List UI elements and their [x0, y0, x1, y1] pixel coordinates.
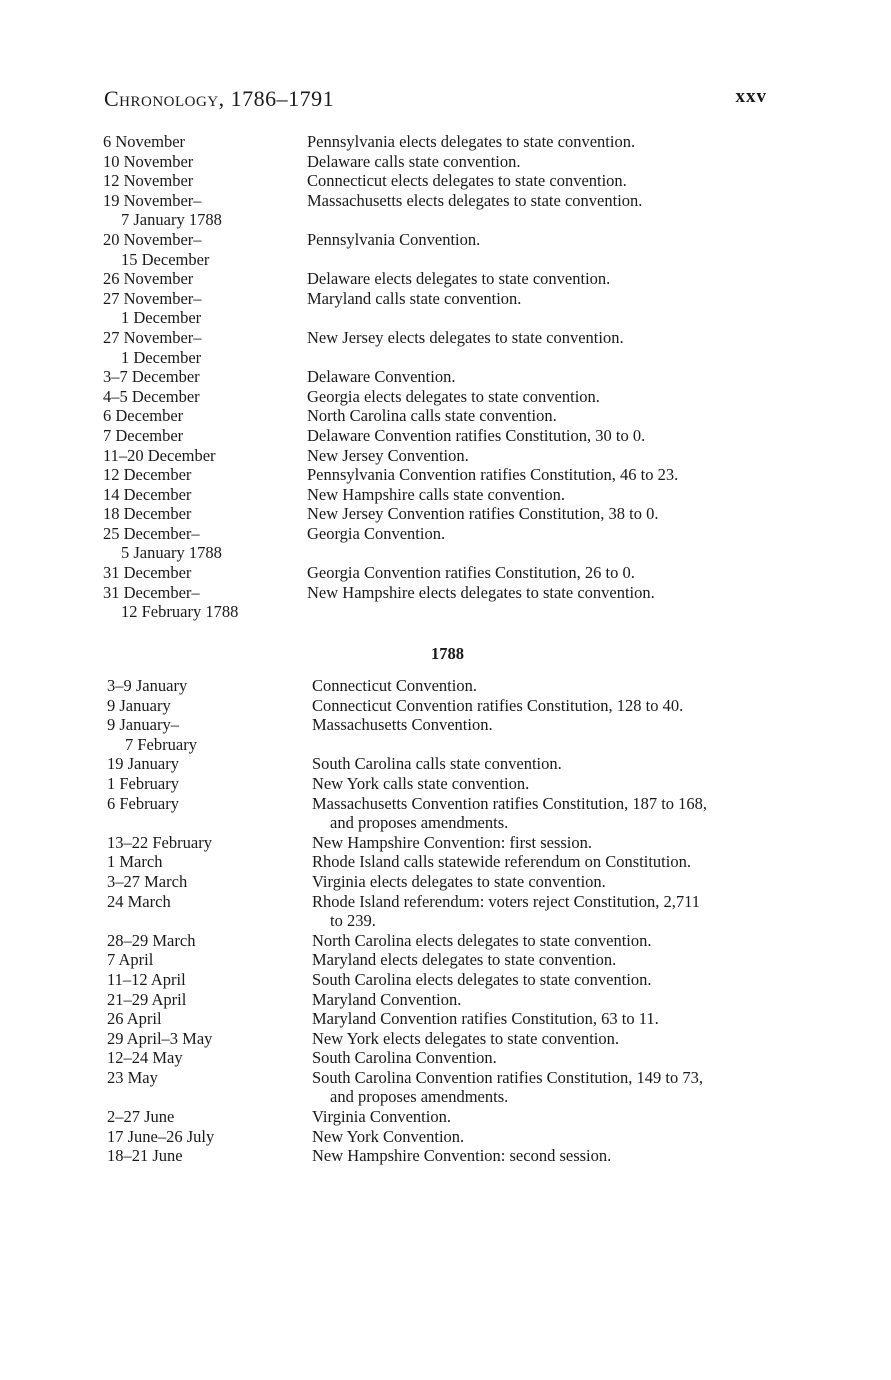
entry-date: [107, 931, 195, 951]
entry-date: [107, 794, 179, 814]
entry-event-line: and proposes amendments.: [330, 813, 509, 833]
entry-date-line: 1 March: [107, 852, 163, 872]
entry-event-line: Virginia elects delegates to state convention.: [312, 871, 606, 891]
chronology-entry: [0, 563, 891, 583]
chronology-entry: [0, 1068, 891, 1107]
entry-date: [107, 970, 186, 990]
chronology-entry: [0, 1146, 891, 1166]
entry-event-line: Delaware Convention.: [307, 367, 456, 387]
chronology-entry: [0, 676, 891, 696]
entry-date-line: 11–20 December: [103, 445, 216, 465]
year-heading-1788: 1788: [431, 644, 464, 663]
entry-event-line: Pennsylvania Convention.: [307, 229, 481, 249]
entry-event: [312, 892, 700, 931]
entry-date-line: 27 November–: [103, 288, 202, 308]
entry-event: [307, 269, 610, 289]
entry-event: [312, 754, 562, 774]
entry-event-line: South Carolina Convention ratifies Constitution, 149 to 73,: [312, 1067, 703, 1087]
entry-event-line: Georgia elects delegates to state convention.: [307, 386, 600, 406]
chronology-entry: [0, 465, 891, 485]
entry-date-line: 6 February: [107, 793, 179, 813]
chronology-entry: [0, 1009, 891, 1029]
entry-date-line: 2–27 June: [107, 1107, 175, 1127]
entry-event-line: Delaware calls state convention.: [307, 151, 521, 171]
entry-date-line: 7 December: [103, 425, 184, 445]
entry-event-line: Delaware elects delegates to state convention.: [307, 269, 611, 289]
chronology-entry: [0, 387, 891, 407]
entry-date-line: 18 December: [103, 504, 192, 524]
entry-event: [307, 171, 627, 191]
entry-date-line: 17 June–26 July: [107, 1126, 215, 1146]
entry-event-line: South Carolina elects delegates to state convention.: [312, 969, 652, 989]
entry-date: [103, 132, 185, 152]
entry-event: [307, 328, 624, 348]
chronology-entry: [0, 230, 891, 269]
entry-date: [103, 446, 216, 466]
entry-event: [312, 1048, 497, 1068]
chronology-entry: [0, 328, 891, 367]
entry-date: [107, 1127, 214, 1147]
entry-date: [103, 406, 183, 426]
entry-event-line: Maryland elects delegates to state convention.: [312, 950, 617, 970]
entry-date: [103, 289, 202, 328]
entry-date-line: 18–21 June: [107, 1146, 183, 1166]
entry-event: [307, 406, 557, 426]
entry-event: [312, 715, 493, 735]
chronology-entry: [0, 892, 891, 931]
entry-event-line: New York calls state convention.: [312, 773, 530, 793]
chronology-entry: [0, 426, 891, 446]
entry-event: [307, 583, 655, 603]
entry-event: [312, 794, 707, 833]
entry-date: [103, 583, 238, 622]
chronology-entry: [0, 1107, 891, 1127]
entry-date-line: 19 November–: [103, 190, 202, 210]
entry-event: [312, 1127, 464, 1147]
entry-event: [312, 970, 652, 990]
entry-event-line: South Carolina Convention.: [312, 1048, 497, 1068]
chronology-entry: [0, 970, 891, 990]
entry-date: [103, 465, 191, 485]
entry-date-line: 31 December: [103, 563, 192, 583]
entry-date-line: 1 February: [107, 773, 179, 793]
chronology-entry: [0, 696, 891, 716]
entry-event: [312, 774, 529, 794]
entry-date-line: 12 December: [103, 465, 192, 485]
chronology-entry: [0, 446, 891, 466]
entry-event-line: New York elects delegates to state convention.: [312, 1028, 620, 1048]
chronology-entry: [0, 754, 891, 774]
entry-event-line: North Carolina elects delegates to state convention.: [312, 930, 652, 950]
entry-event: [307, 152, 521, 172]
chronology-entry: [0, 774, 891, 794]
entry-date-line: 9 January–: [107, 715, 179, 735]
entry-date-line: 14 December: [103, 484, 192, 504]
entry-date-line: 7 January 1788: [121, 210, 222, 230]
entry-event-line: Georgia Convention.: [307, 523, 446, 543]
entry-event: [307, 367, 455, 387]
entry-date-line: 20 November–: [103, 229, 202, 249]
entry-event-line: New Hampshire Convention: first session.: [312, 832, 593, 852]
entry-event: [312, 696, 683, 716]
entry-date-line: 31 December–: [103, 582, 200, 602]
entry-event: [307, 563, 635, 583]
entry-date-line: 6 December: [103, 406, 184, 426]
entry-event-line: South Carolina calls state convention.: [312, 754, 562, 774]
entry-date-line: 12–24 May: [107, 1048, 183, 1068]
entry-event-line: Georgia Convention ratifies Constitution, 26 to 0.: [307, 563, 635, 583]
entry-date: [103, 426, 183, 446]
chronology-entry: [0, 191, 891, 230]
entry-date-line: 3–27 March: [107, 871, 188, 891]
chronology-1787-list: [0, 132, 891, 622]
entry-date: [107, 676, 187, 696]
entry-date-line: 28–29 March: [107, 930, 196, 950]
entry-event: [312, 872, 606, 892]
entry-event: [307, 446, 469, 466]
entry-event-line: New Hampshire Convention: second session.: [312, 1146, 612, 1166]
chronology-entry: [0, 872, 891, 892]
entry-event: [312, 833, 592, 853]
entry-date-line: 7 April: [107, 950, 154, 970]
entry-date: [107, 990, 186, 1010]
entry-date-line: 4–5 December: [103, 386, 200, 406]
chronology-entry: [0, 852, 891, 872]
entry-date: [107, 892, 171, 912]
entry-event-line: New Jersey Convention ratifies Constitution, 38 to 0.: [307, 504, 659, 524]
entry-event-line: North Carolina calls state convention.: [307, 406, 557, 426]
entry-event-line: Virginia Convention.: [312, 1107, 451, 1127]
chronology-1788-list: [0, 676, 891, 1166]
entry-date-line: 26 November: [103, 269, 194, 289]
entry-date-line: 7 February: [125, 734, 197, 754]
entry-date-line: 5 January 1788: [121, 543, 222, 563]
entry-event-line: Pennsylvania elects delegates to state convention.: [307, 132, 636, 151]
entry-date-line: 11–12 April: [107, 969, 186, 989]
entry-date: [103, 152, 193, 172]
chronology-entry: [0, 367, 891, 387]
entry-event-line: Massachusetts Convention ratifies Constitution, 187 to 168,: [312, 793, 708, 813]
chronology-entry: [0, 794, 891, 833]
entry-event: [307, 230, 480, 250]
entry-date: [103, 171, 193, 191]
entry-event: [312, 990, 461, 1010]
chronology-entry: [0, 833, 891, 853]
entry-event: [312, 1146, 611, 1166]
chronology-entry: [0, 1029, 891, 1049]
entry-event: [312, 1068, 703, 1107]
entry-event-line: Rhode Island calls statewide referendum on Constitution.: [312, 852, 691, 872]
entry-event: [307, 426, 645, 446]
chronology-entry: [0, 132, 891, 152]
running-title: Chronology, 1786–1791: [104, 86, 335, 111]
entry-event: [312, 676, 477, 696]
entry-date: [103, 504, 191, 524]
chronology-entry: [0, 289, 891, 328]
entry-event-line: Rhode Island referendum: voters reject Constitution, 2,711: [312, 891, 700, 911]
entry-date: [107, 1146, 183, 1166]
entry-date-line: 9 January: [107, 695, 171, 715]
entry-date: [103, 367, 200, 387]
entry-date-line: 1 December: [121, 308, 202, 328]
chronology-entry: [0, 406, 891, 426]
entry-date-line: 13–22 February: [107, 832, 212, 852]
chronology-entry: [0, 1048, 891, 1068]
entry-event: [312, 1107, 451, 1127]
entry-event: [307, 191, 642, 211]
entry-event-line: New Jersey Convention.: [307, 445, 469, 465]
chronology-entry: [0, 504, 891, 524]
entry-date: [107, 1048, 183, 1068]
entry-date: [107, 1107, 174, 1127]
entry-date: [107, 754, 179, 774]
entry-date-line: 25 December–: [103, 523, 200, 543]
entry-date-line: 26 April: [107, 1009, 162, 1029]
entry-date: [103, 230, 209, 269]
entry-event: [307, 132, 635, 152]
entry-date-line: 24 March: [107, 891, 171, 911]
entry-date: [103, 328, 202, 367]
entry-event: [307, 504, 659, 524]
entry-event: [307, 465, 678, 485]
entry-event-line: to 239.: [330, 911, 376, 931]
entry-date: [107, 774, 179, 794]
entry-event: [307, 524, 445, 544]
entry-event-line: New Hampshire calls state convention.: [307, 484, 565, 504]
entry-event-line: Connecticut Convention ratifies Constitution, 128 to 40.: [312, 695, 684, 715]
entry-date: [103, 563, 191, 583]
entry-event: [312, 852, 691, 872]
entry-date-line: 12 February 1788: [121, 602, 239, 622]
entry-event: [307, 387, 600, 407]
entry-event: [312, 931, 652, 951]
chronology-entry: [0, 485, 891, 505]
entry-date-line: 15 December: [121, 249, 210, 269]
running-header: [104, 86, 767, 112]
entry-date: [107, 833, 212, 853]
page-number: xxv: [735, 86, 767, 107]
entry-date-line: 1 December: [121, 347, 202, 367]
entry-date: [107, 1068, 158, 1088]
entry-date: [103, 524, 222, 563]
chronology-entry: [0, 950, 891, 970]
entry-event-line: Pennsylvania Convention ratifies Constitution, 46 to 23.: [307, 465, 679, 485]
entry-event: [312, 950, 616, 970]
entry-date-line: 6 November: [103, 132, 186, 151]
entry-date: [103, 191, 222, 230]
chronology-entry: [0, 524, 891, 563]
entry-date: [103, 269, 193, 289]
entry-date-line: 19 January: [107, 754, 179, 774]
entry-event: [312, 1029, 619, 1049]
entry-event-line: and proposes amendments.: [330, 1087, 509, 1107]
entry-event: [307, 289, 521, 309]
entry-event-line: Connecticut elects delegates to state convention.: [307, 171, 627, 191]
entry-event-line: Maryland calls state convention.: [307, 288, 522, 308]
chronology-entry: [0, 1127, 891, 1147]
entry-event: [307, 485, 565, 505]
entry-date: [107, 950, 153, 970]
entry-event-line: Delaware Convention ratifies Constitution, 30 to 0.: [307, 425, 646, 445]
entry-date-line: 12 November: [103, 171, 194, 191]
chronology-entry: [0, 990, 891, 1010]
entry-date-line: 3–9 January: [107, 676, 188, 695]
entry-date: [103, 485, 191, 505]
entry-event-line: Massachusetts elects delegates to state convention.: [307, 190, 643, 210]
chronology-entry: [0, 152, 891, 172]
entry-date: [107, 852, 162, 872]
entry-date-line: 29 April–3 May: [107, 1028, 213, 1048]
chronology-entry: [0, 171, 891, 191]
entry-event-line: Maryland Convention.: [312, 989, 462, 1009]
entry-date: [107, 1009, 162, 1029]
chronology-entry: [0, 931, 891, 951]
entry-date: [107, 1029, 212, 1049]
entry-date-line: 23 May: [107, 1067, 158, 1087]
entry-event-line: Connecticut Convention.: [312, 676, 477, 695]
entry-event: [312, 1009, 659, 1029]
entry-date: [107, 696, 171, 716]
chronology-entry: [0, 715, 891, 754]
entry-event-line: Massachusetts Convention.: [312, 715, 493, 735]
entry-date-line: 21–29 April: [107, 989, 187, 1009]
chronology-entry: [0, 269, 891, 289]
entry-date: [107, 872, 187, 892]
entry-event-line: Maryland Convention ratifies Constitution, 63 to 11.: [312, 1009, 659, 1029]
entry-date-line: 3–7 December: [103, 367, 200, 387]
entry-event-line: New Jersey elects delegates to state convention.: [307, 327, 624, 347]
entry-event-line: New York Convention.: [312, 1126, 465, 1146]
entry-date: [103, 387, 200, 407]
entry-date-line: 10 November: [103, 151, 194, 171]
chronology-entry: [0, 583, 891, 622]
entry-date: [107, 715, 197, 754]
entry-event-line: New Hampshire elects delegates to state convention.: [307, 582, 655, 602]
entry-date-line: 27 November–: [103, 327, 202, 347]
